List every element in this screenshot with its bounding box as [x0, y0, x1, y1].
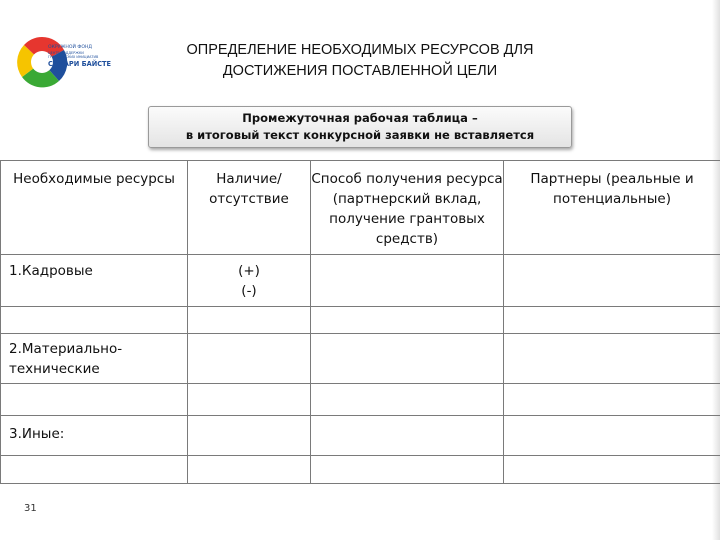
- table-cell-resource[interactable]: [1, 384, 188, 416]
- note-box: [148, 106, 572, 148]
- table-cell-availability[interactable]: [188, 334, 311, 384]
- page-title-line-2: ДОСТИЖЕНИЯ ПОСТАВЛЕННОЙ ЦЕЛИ: [222, 63, 498, 79]
- table-row: [1, 307, 720, 334]
- table-cell-partners[interactable]: [504, 384, 720, 416]
- organization-logo: [12, 28, 112, 90]
- table-cell-partners[interactable]: [504, 456, 720, 484]
- svg-text:ОКРУЖНОЙ ФОНД: ОКРУЖНОЙ ФОНД: [48, 45, 92, 50]
- svg-text:ЦЕНТР ПОДДЕРЖКИ: ЦЕНТР ПОДДЕРЖКИ: [48, 51, 84, 55]
- page-number: 31: [24, 503, 37, 514]
- table-row: [1, 456, 720, 484]
- logo-emblem-icon: [12, 28, 112, 90]
- table-cell-availability[interactable]: [188, 456, 311, 484]
- table-cell-availability[interactable]: [188, 384, 311, 416]
- table-cell-method[interactable]: [311, 334, 504, 384]
- table-row: [1, 416, 720, 456]
- table-cell-method[interactable]: [311, 384, 504, 416]
- table-cell-method[interactable]: [311, 456, 504, 484]
- table-cell-availability: [188, 255, 311, 307]
- table-row: [1, 334, 720, 384]
- table-cell-partners[interactable]: [504, 307, 720, 334]
- header-partners: Партнеры (реальные и потенциальные): [504, 161, 720, 255]
- svg-text:САДАРИ БАЙСТЕ: САДАРИ БАЙСТЕ: [48, 60, 112, 68]
- table-row: [1, 255, 720, 307]
- row-label-personnel: 1.Кадровые: [9, 263, 93, 279]
- table-cell-resource: [1, 255, 188, 307]
- table-cell-partners[interactable]: [504, 334, 720, 384]
- header-availability: Наличие/ отсутствие: [188, 161, 311, 255]
- svg-text:ГРАЖДАНСКИХ ИНИЦИАТИВ: ГРАЖДАНСКИХ ИНИЦИАТИВ: [48, 55, 99, 59]
- table-cell-availability[interactable]: [188, 307, 311, 334]
- table-cell-resource: [1, 416, 188, 456]
- table-cell-resource: [1, 334, 188, 384]
- note-line-1: Промежуточная рабочая таблица –: [242, 111, 478, 125]
- availability-plus: (+): [238, 263, 260, 279]
- table-header-row: [1, 161, 720, 255]
- header-resources: Необходимые ресурсы: [1, 161, 188, 255]
- table-cell-partners[interactable]: [504, 416, 720, 456]
- row-label-material: 2.Материально-технические: [9, 341, 123, 377]
- availability-minus: (-): [241, 283, 257, 299]
- row-label-other: 3.Иные:: [9, 426, 65, 442]
- table-cell-partners[interactable]: [504, 255, 720, 307]
- page-title-line-1: ОПРЕДЕЛЕНИЕ НЕОБХОДИМЫХ РЕСУРСОВ ДЛЯ: [186, 42, 534, 58]
- table-cell-availability[interactable]: [188, 416, 311, 456]
- table-cell-resource[interactable]: [1, 456, 188, 484]
- table-cell-method[interactable]: [311, 416, 504, 456]
- table-cell-resource[interactable]: [1, 307, 188, 334]
- table-cell-method[interactable]: [311, 255, 504, 307]
- page-title: [150, 40, 570, 82]
- resources-table: [0, 160, 720, 484]
- table-cell-method[interactable]: [311, 307, 504, 334]
- table-row: [1, 384, 720, 416]
- note-line-2: в итоговый текст конкурсной заявки не вставляется: [185, 128, 535, 142]
- header-method: Способ получения ресурса (партнерский вклад, получение грантовых средств): [311, 161, 504, 255]
